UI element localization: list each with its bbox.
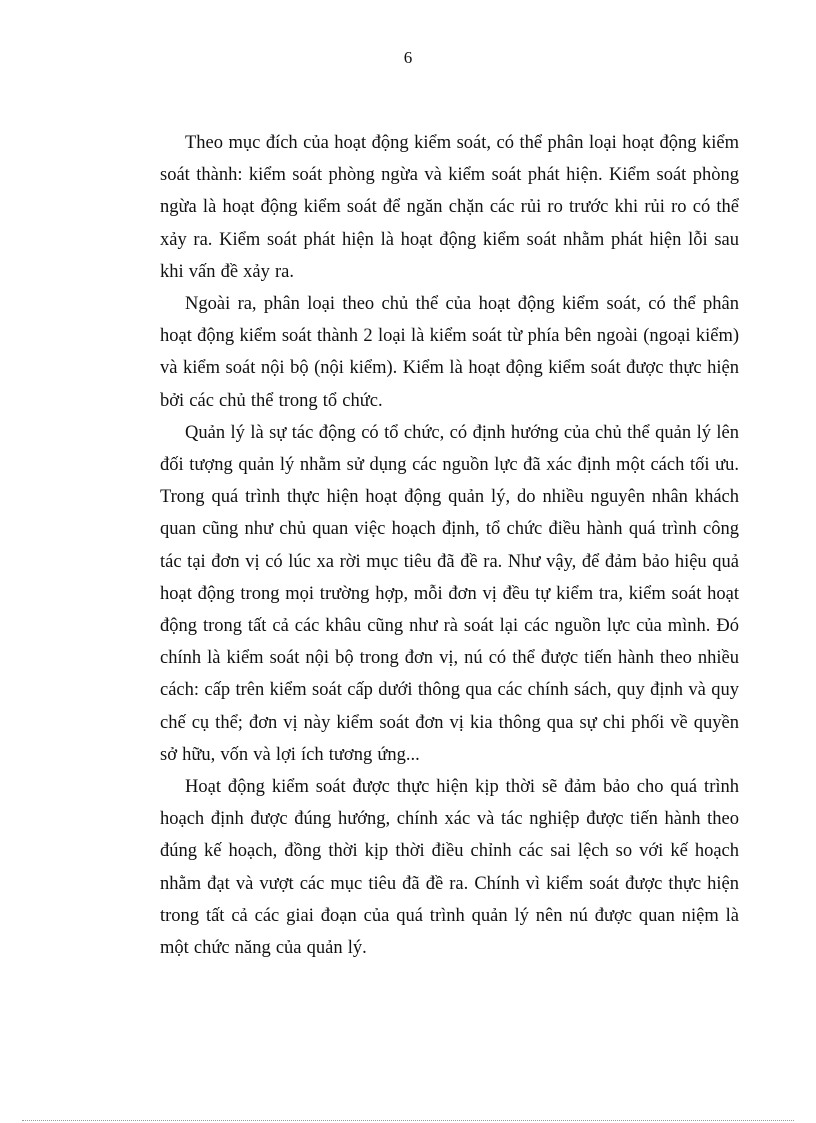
page-bottom-rule <box>22 1120 794 1121</box>
paragraph-management-definition: Quản lý là sự tác động có tổ chức, có định hướng của chủ thể quản lý lên đối tượng quản lý nhằm sử dụng các nguồn lực đã xác định một cách tối ưu. Trong quá trình thực hiện hoạt động quản lý, do nhiều nguyên nhân khách quan cũng như chủ quan việc hoạch định, tổ chức điều hành quá trình công tác tại đơn vị có lúc xa rời mục tiêu đã đề ra. Như vậy, để đảm bảo hiệu quả hoạt động trong mọi trường hợp, mỗi đơn vị đều tự kiểm tra, kiểm soát hoạt động trong tất cả các khâu cũng như rà soát lại các nguồn lực của mình. Đó chính là kiểm soát nội bộ trong đơn vị, nú có thể được tiến hành theo nhiều cách: cấp trên kiểm soát cấp dưới thông qua các chính sách, quy định và quy chế cụ thể; đơn vị này kiểm soát đơn vị kia thông qua sự chi phối về quyền sở hữu, vốn và lợi ích tương ứng... <box>160 422 739 765</box>
paragraph-control-classification: Theo mục đích của hoạt động kiểm soát, có thể phân loại hoạt động kiểm soát thành: kiểm soát phòng ngừa và kiểm soát phát hiện. Kiểm soát phòng ngừa là hoạt động kiểm soát để ngăn chặn các rủi ro trước khi rủi ro có thể xảy ra. Kiểm soát phát hiện là hoạt động kiểm soát nhằm phát hiện lỗi sau khi vấn đề xảy ra. <box>160 133 739 282</box>
document-body <box>160 127 739 964</box>
page-number: 6 <box>403 48 413 67</box>
paragraph-control-function: Hoạt động kiểm soát được thực hiện kịp thời sẽ đảm bảo cho quá trình hoạch định được đúng hướng, chính xác và tác nghiệp được tiến hành theo đúng kế hoạch, đồng thời kịp thời điều chỉnh các sai lệch so với kế hoạch nhằm đạt và vượt các mục tiêu đã đề ra. Chính vì kiểm soát được thực hiện trong tất cả các giai đoạn của quá trình quản lý nên nú được quan niệm là một chức năng của quản lý. <box>160 777 739 959</box>
paragraph-control-by-subject: Ngoài ra, phân loại theo chủ thể của hoạt động kiểm soát, có thể phân hoạt động kiểm soát thành 2 loại là kiểm soát từ phía bên ngoài (ngoại kiểm) và kiểm soát nội bộ (nội kiểm). Kiểm là hoạt động kiểm soát được thực hiện bởi các chủ thể trong tổ chức. <box>160 294 739 411</box>
